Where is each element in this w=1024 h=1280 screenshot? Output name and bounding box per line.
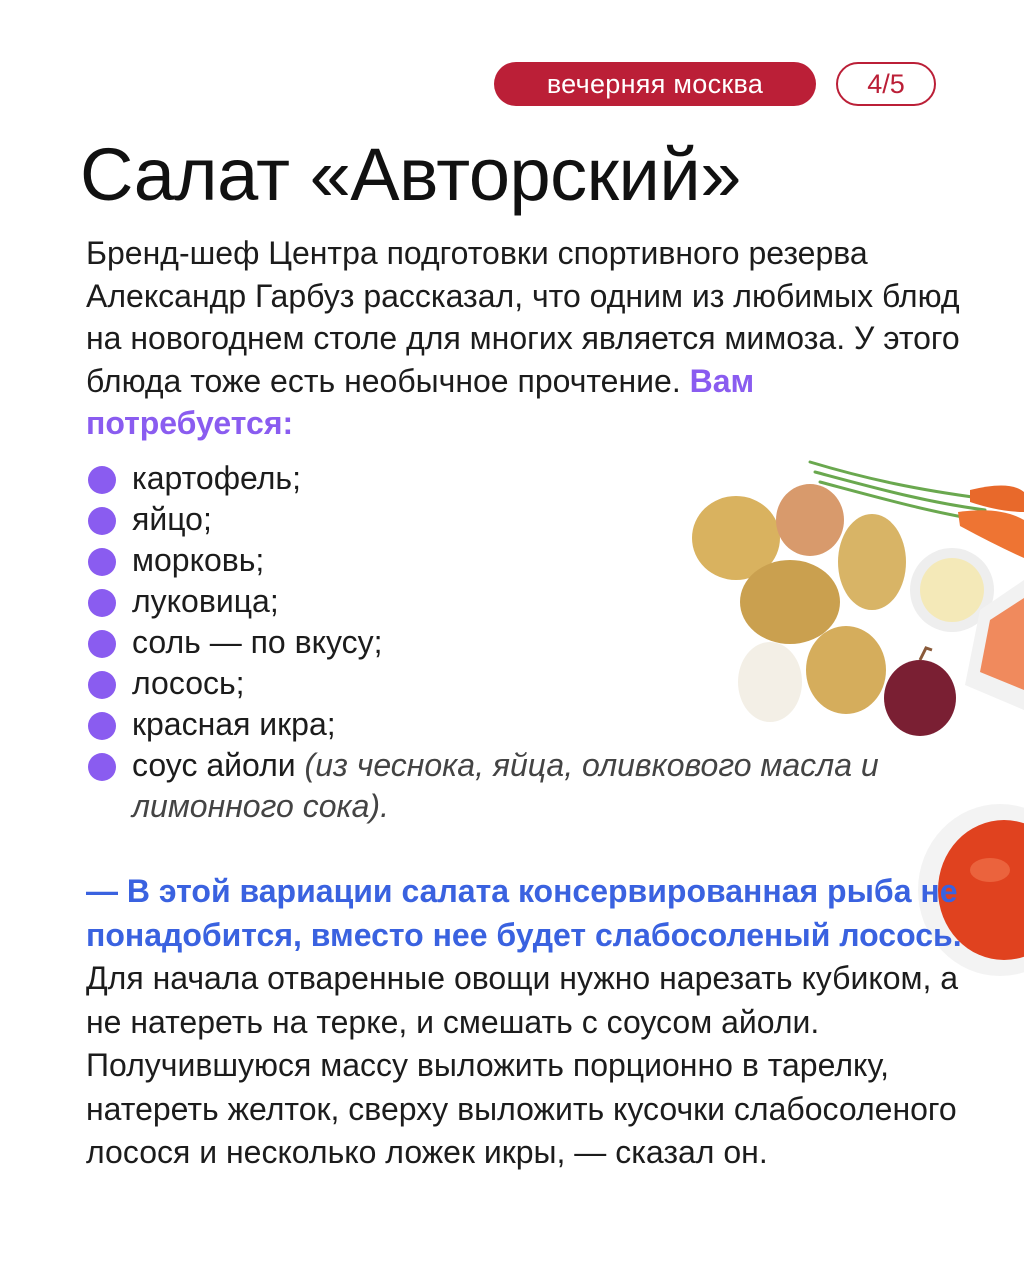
- bullet-icon: [88, 548, 116, 576]
- intro-paragraph: [86, 232, 966, 445]
- quote-highlight: — В этой вариации салата консервированная рыба не понадобится, вместо нее будет слабосоленый лосось.: [86, 873, 962, 953]
- intro-accent: Вам потребуется:: [86, 362, 755, 441]
- bullet-icon: [88, 753, 116, 781]
- ingredient-label: яйцо;: [132, 501, 212, 537]
- bullet-icon: [88, 507, 116, 535]
- ingredient-label: лосось;: [132, 665, 245, 701]
- ingredient-label: картофель;: [132, 460, 301, 496]
- potato-icon: [806, 626, 886, 714]
- ingredient-label: соус айоли: [132, 747, 305, 783]
- page-counter: 4/5: [836, 62, 936, 106]
- page-title: Салат «Авторский»: [80, 133, 741, 216]
- chef-quote: [86, 870, 986, 1175]
- bullet-icon: [88, 671, 116, 699]
- ingredient-note: (из чеснока, яйца, оливкового масла и лимонного сока).: [132, 747, 879, 824]
- ingredient-label: соль — по вкусу;: [132, 624, 383, 660]
- quote-text: Для начала отваренные овощи нужно нарезать кубиком, а не натереть на терке, и смешать с соусом айоли. Получившуюся массу выложить порционно в тарелку, натереть желток, сверху выложить кусочки слабосоленого лосося и несколько ложек икры, — сказал он.: [86, 960, 959, 1170]
- red-onion-icon: [884, 648, 956, 736]
- potato-icon: [838, 514, 906, 610]
- ingredient-label: красная икра;: [132, 706, 336, 742]
- potato-icon: [740, 560, 840, 644]
- ingredient-label: морковь;: [132, 542, 265, 578]
- egg-icon: [738, 642, 802, 722]
- egg-icon: [776, 484, 844, 556]
- publisher-badge: вечерняя москва: [494, 62, 816, 106]
- bullet-icon: [88, 589, 116, 617]
- bullet-icon: [88, 712, 116, 740]
- bullet-icon: [88, 630, 116, 658]
- bullet-icon: [88, 466, 116, 494]
- intro-text: Бренд-шеф Центра подготовки спортивного резерва Александр Гарбуз рассказал, что одним из любимых блюд на новогоднем столе для многих является мимоза. У этого блюда тоже есть необычное прочтение.: [86, 235, 960, 399]
- ingredient-label: луковица;: [132, 583, 279, 619]
